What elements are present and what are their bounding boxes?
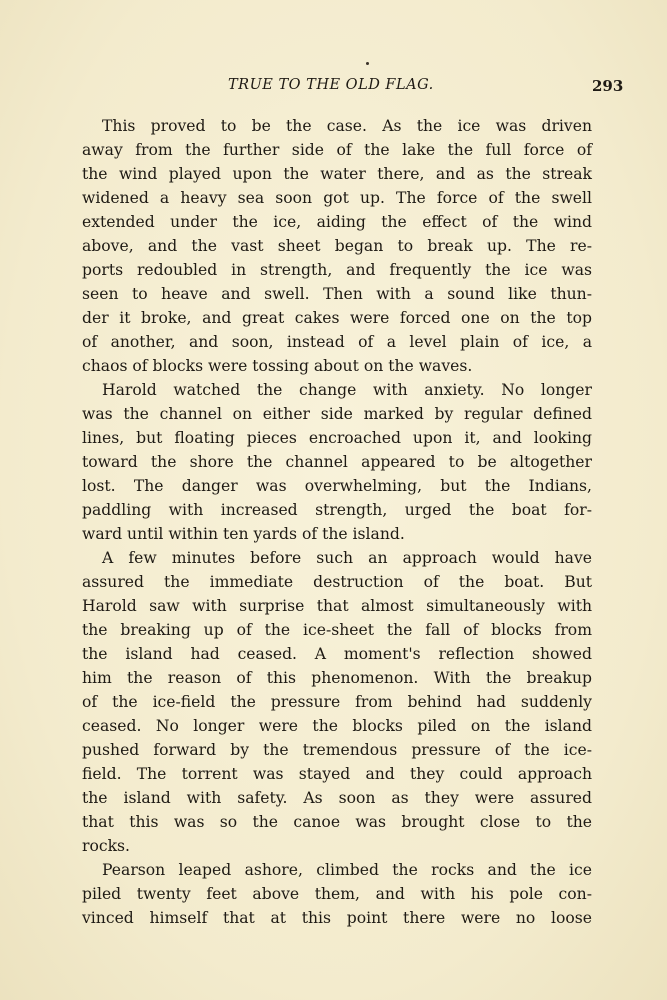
text-line: A few minutes before such an approach would have: [102, 549, 592, 567]
text-line: away from the further side of the lake the full force of: [82, 141, 592, 159]
text-line: vinced himself that at this point there were no loose: [82, 909, 592, 927]
text-line: ceased. No longer were the blocks piled on the island: [82, 717, 592, 735]
text-line: the wind played upon the water there, and as the streak: [82, 165, 592, 183]
text-line: Harold saw with surprise that almost simultaneously with: [82, 597, 592, 615]
text-line: der it broke, and great cakes were forced one on the top: [82, 309, 592, 327]
text-line: was the channel on either side marked by regular defined: [82, 405, 592, 423]
text-line: the island with safety. As soon as they were assured: [82, 789, 592, 807]
text-line: seen to heave and swell. Then with a sound like thun-: [82, 285, 592, 303]
text-line: rocks.: [82, 837, 130, 855]
text-line: above, and the vast sheet began to break up. The re-: [82, 237, 592, 255]
print-speck: [366, 62, 369, 65]
text-line: This proved to be the case. As the ice was driven: [102, 117, 592, 135]
text-line: paddling with increased strength, urged the boat for-: [82, 501, 592, 519]
text-line: the breaking up of the ice-sheet the fall of blocks from: [82, 621, 592, 639]
text-line: ward until within ten yards of the island.: [82, 525, 405, 543]
text-line: Harold watched the change with anxiety. No longer: [102, 381, 592, 399]
text-line: toward the shore the channel appeared to be altogether: [82, 453, 592, 471]
text-line: lines, but floating pieces encroached upon it, and looking: [82, 429, 592, 447]
text-line: piled twenty feet above them, and with his pole con-: [82, 885, 592, 903]
text-line: Pearson leaped ashore, climbed the rocks and the ice: [102, 861, 592, 879]
text-line: widened a heavy sea soon got up. The force of the swell: [82, 189, 592, 207]
text-line: field. The torrent was stayed and they could approach: [82, 765, 592, 783]
text-line: that this was so the canoe was brought close to the: [82, 813, 592, 831]
running-head: [0, 77, 667, 97]
text-line: extended under the ice, aiding the effect of the wind: [82, 213, 592, 231]
text-line: assured the immediate destruction of the boat. But: [82, 573, 592, 591]
text-line: chaos of blocks were tossing about on the waves.: [82, 357, 473, 375]
text-line: of the ice-field the pressure from behind had suddenly: [82, 693, 592, 711]
page-number: 293: [592, 77, 624, 95]
text-line: pushed forward by the tremendous pressure of the ice-: [82, 741, 592, 759]
running-head-title: TRUE TO THE OLD FLAG.: [228, 77, 434, 93]
text-line: lost. The danger was overwhelming, but the Indians,: [82, 477, 592, 495]
text-line: him the reason of this phenomenon. With the breakup: [82, 669, 592, 687]
text-line: the island had ceased. A moment's reflection showed: [82, 645, 592, 663]
text-line: ports redoubled in strength, and frequently the ice was: [82, 261, 592, 279]
text-line: of another, and soon, instead of a level plain of ice, a: [82, 333, 592, 351]
